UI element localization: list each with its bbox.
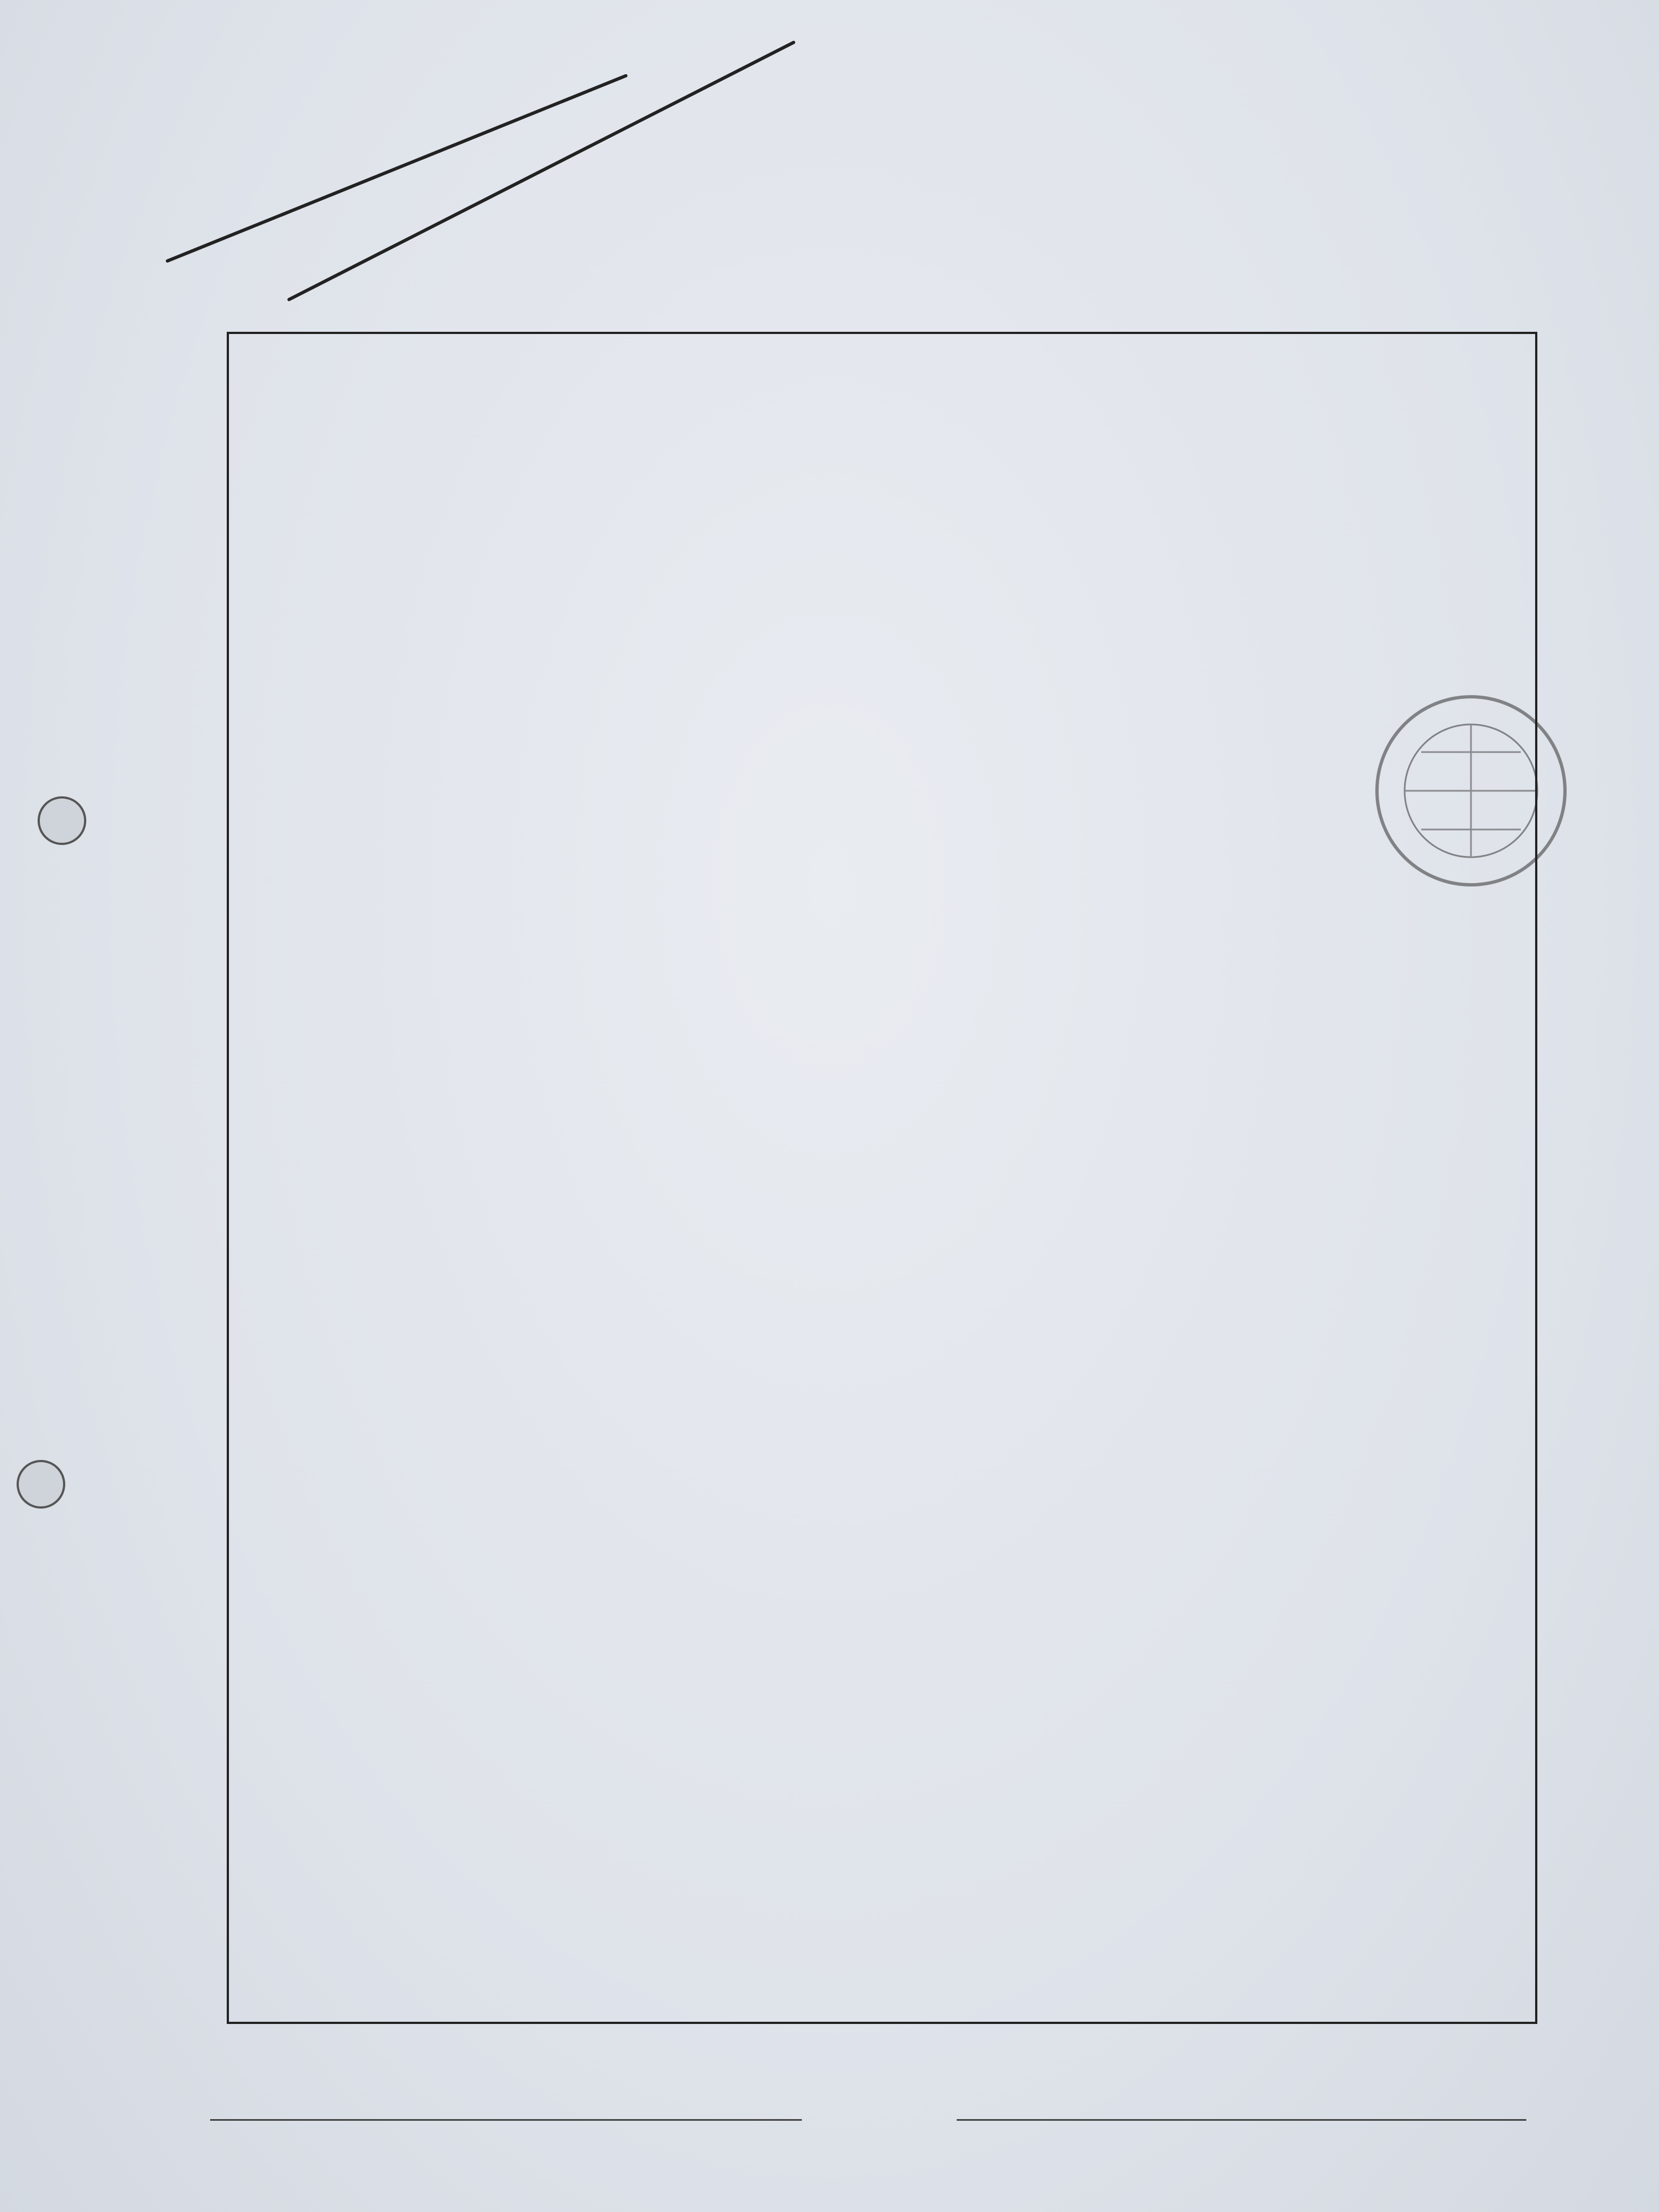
page-footer — [210, 2101, 1526, 2146]
footer-rule-right — [957, 2119, 1526, 2121]
handwritten-underline-2 — [287, 40, 796, 302]
punch-hole-top — [38, 796, 86, 845]
punch-hole-bottom — [17, 1460, 65, 1509]
handwritten-underline-1 — [165, 74, 628, 263]
estimation-notes-table — [227, 332, 1537, 2024]
footer-rule-left — [210, 2119, 802, 2121]
